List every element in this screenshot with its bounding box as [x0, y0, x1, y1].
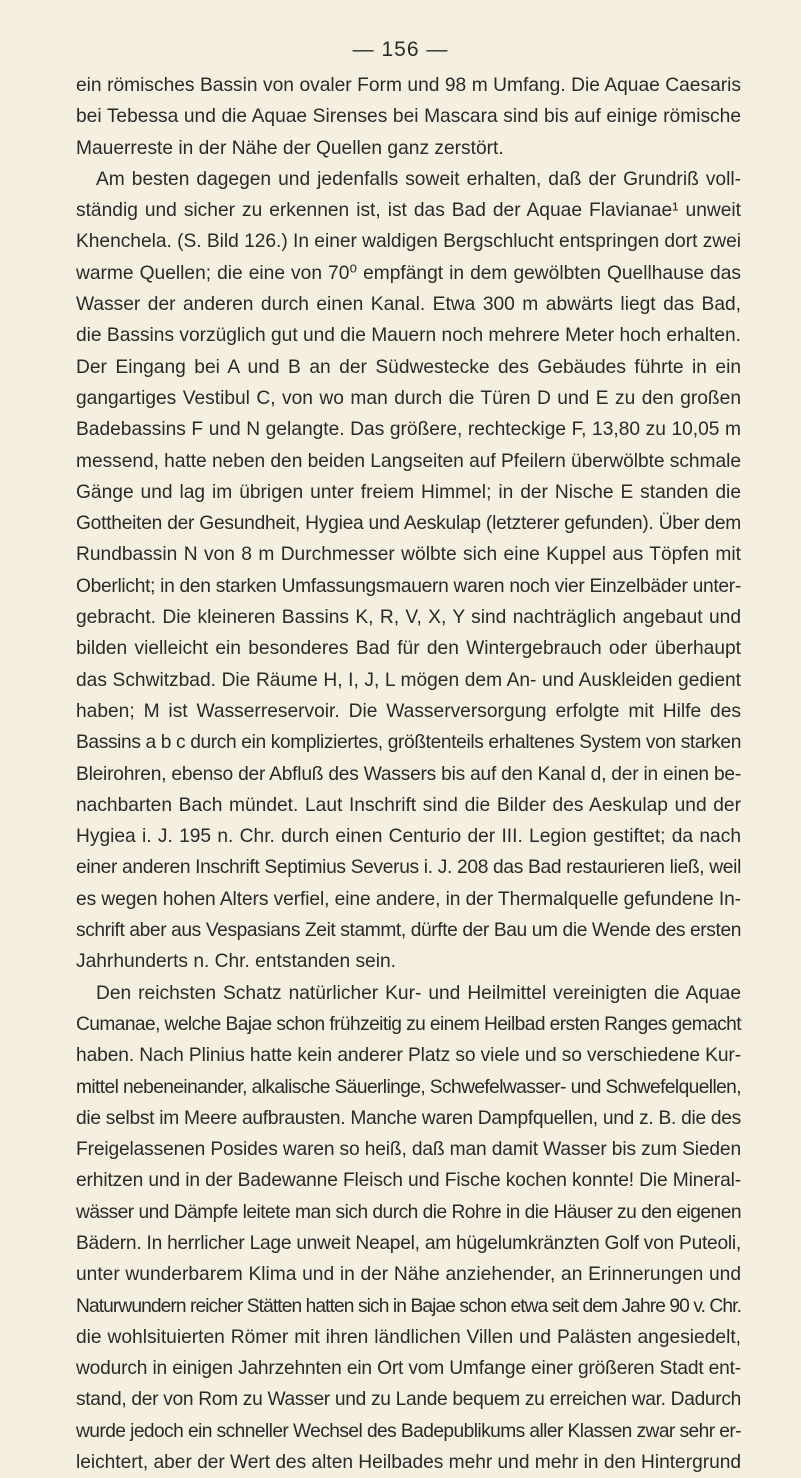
body-text: [76, 70, 741, 1478]
text-line: leichtert, aber der Wert des alten Heilbades mehr und mehr in den Hintergrund: [76, 1452, 741, 1474]
text-line: Bleirohren, ebenso der Abfluß des Wassers bis auf den Kanal d, der in einen be-: [76, 763, 741, 785]
text-line: haben. Nach Plinius hatte kein anderer Platz so viele und so verschiedene Kur-: [76, 1045, 741, 1067]
text-line: bei Tebessa und die Aquae Sirenses bei Mascara sind bis auf einige römische: [76, 106, 741, 128]
text-line: ständig und sicher zu erkennen ist, ist das Bad der Aquae Flavianae¹ unweit: [76, 200, 741, 222]
text-line: Gottheiten der Gesundheit, Hygiea und Aeskulap (letzterer gefunden). Über dem: [76, 513, 741, 535]
text-line: Am besten dagegen und jedenfalls soweit erhalten, daß der Grundriß voll-: [96, 168, 741, 190]
text-line: Jahrhunderts n. Chr. entstanden sein.: [76, 951, 396, 973]
text-line: erhitzen und in der Badewanne Fleisch und Fische kochen konnte! Die Mineral-: [76, 1170, 741, 1192]
text-line: messend, hatte neben den beiden Langseiten auf Pfeilern überwölbte schmale: [76, 450, 741, 472]
text-line: unter wunderbarem Klima und in der Nähe anziehender, an Erinnerungen und: [76, 1264, 741, 1286]
text-line: gebracht. Die kleineren Bassins K, R, V, X, Y sind nachträglich angebaut und: [76, 607, 741, 629]
text-line: schrift aber aus Vespasians Zeit stammt, dürfte der Bau um die Wende des ersten: [76, 920, 741, 942]
text-line: Oberlicht; in den starken Umfassungsmauern waren noch vier Einzelbäder unter-: [76, 575, 741, 597]
text-line: wurde jedoch ein schneller Wechsel des Badepublikums aller Klassen zwar sehr er-: [76, 1420, 741, 1442]
text-line: einer anderen Inschrift Septimius Severus i. J. 208 das Bad restaurieren ließ, weil: [76, 857, 741, 879]
text-line: die selbst im Meere aufbrausten. Manche waren Dampfquellen, und z. B. die des: [76, 1107, 741, 1129]
text-line: Der Eingang bei A und B an der Südwestecke des Gebäudes führte in ein: [76, 356, 741, 378]
text-line: nachbarten Bach mündet. Laut Inschrift sind die Bilder des Aeskulap und der: [76, 794, 741, 816]
text-line: Bassins a b c durch ein kompliziertes, größtenteils erhaltenes System von starken: [76, 732, 741, 754]
text-line: Khenchela. (S. Bild 126.) In einer waldigen Bergschlucht entspringen dort zwei: [76, 231, 741, 253]
text-line: Badebassins F und N gelangte. Das größere, rechteckige F, 13,80 zu 10,05 m: [76, 419, 741, 441]
text-line: Den reichsten Schatz natürlicher Kur- und Heilmittel vereinigten die Aquae: [96, 982, 741, 1004]
text-line: stand, der von Rom zu Wasser und zu Lande bequem zu erreichen war. Dadurch: [76, 1389, 741, 1411]
text-line: Hygiea i. J. 195 n. Chr. durch einen Centurio der III. Legion gestiftet; da nach: [76, 826, 741, 848]
text-line: Wasser der anderen durch einen Kanal. Etwa 300 m abwärts liegt das Bad,: [76, 294, 741, 316]
text-line: ein römisches Bassin von ovaler Form und 98 m Umfang. Die Aquae Caesaris: [76, 75, 741, 96]
text-line: Mauerreste in der Nähe der Quellen ganz zerstört.: [76, 137, 504, 159]
text-line: Freigelassenen Posides waren so heiß, daß man damit Wasser bis zum Sieden: [76, 1139, 741, 1161]
text-line: Rundbassin N von 8 m Durchmesser wölbte sich eine Kuppel aus Töpfen mit: [76, 544, 741, 566]
text-line: bilden vielleicht ein besonderes Bad für den Wintergebrauch oder überhaupt: [76, 638, 741, 660]
text-line: Naturwundern reicher Stätten hatten sich in Bajae schon etwa seit dem Jahre 90 v. Chr.: [76, 1295, 741, 1317]
text-line: wodurch in einigen Jahrzehnten ein Ort vom Umfange einer größeren Stadt ent-: [76, 1358, 741, 1380]
text-line: Gänge und lag im übrigen unter freiem Himmel; in der Nische E standen die: [76, 481, 741, 503]
text-line: Cumanae, welche Bajae schon frühzeitig zu einem Heilbad ersten Ranges gemacht: [76, 1013, 741, 1035]
text-line: gangartiges Vestibul C, von wo man durch die Türen D und E zu den großen: [76, 387, 741, 409]
text-line: die wohlsituierten Römer mit ihren ländlichen Villen und Palästen angesiedelt,: [76, 1326, 741, 1348]
text-line: Bädern. In herrlicher Lage unweit Neapel, am hügelumkränzten Golf von Puteoli,: [76, 1232, 741, 1254]
text-line: die Bassins vorzüglich gut und die Mauern noch mehrere Meter hoch erhalten.: [76, 325, 741, 347]
text-line: das Schwitzbad. Die Räume H, I, J, L mögen dem An- und Auskleiden gedient: [76, 669, 741, 691]
text-line: wässer und Dämpfe leitete man sich durch die Rohre in die Häuser zu den eigenen: [76, 1201, 741, 1223]
text-line: haben; M ist Wasserreservoir. Die Wasserversorgung erfolgte mit Hilfe des: [76, 700, 741, 722]
text-line: warme Quellen; die eine von 70⁰ empfängt in dem gewölbten Quellhause das: [76, 262, 741, 284]
text-line: es wegen hohen Alters verfiel, eine andere, in der Thermalquelle gefundene In-: [76, 888, 741, 910]
text-line: mittel nebeneinander, alkalische Säuerlinge, Schwefelwasser- und Schwefelquellen,: [76, 1076, 741, 1098]
page-number: — 156 —: [352, 38, 449, 61]
